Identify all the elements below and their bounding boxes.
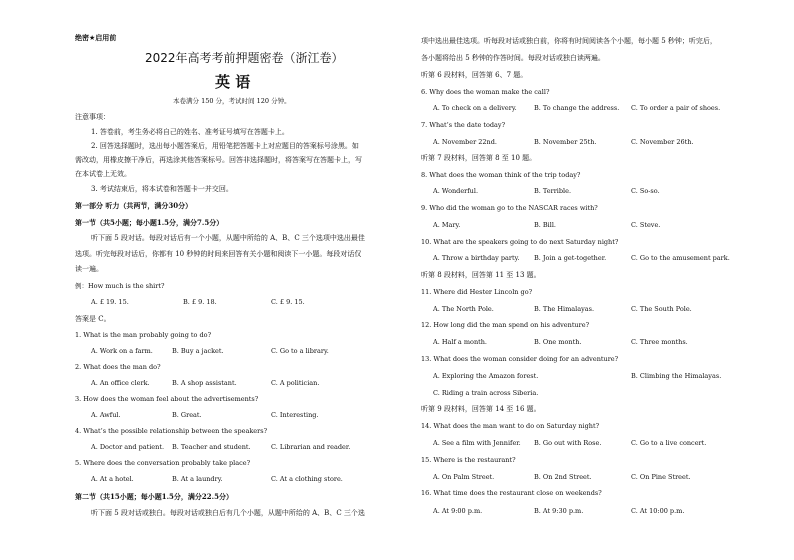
q14-option-b: B. Go out with Rose. xyxy=(534,439,602,447)
q2-option-c: C. A politician. xyxy=(271,379,320,387)
example-option-c: C. £ 9. 15. xyxy=(271,298,305,306)
notes-item-1: 1. 答卷前，考生务必将自己的姓名、准考证号填写在答题卡上。 xyxy=(91,128,289,136)
q5-option-b: B. At a laundry. xyxy=(172,475,223,483)
exam-title: 2022年高考考前押题密卷（浙江卷） xyxy=(145,51,344,65)
q4-option-a: A. Doctor and patient. xyxy=(91,443,165,451)
question-10: 10. What are the speakers going to do next Saturday night? xyxy=(421,238,619,246)
q13-option-c: C. Riding a train across Siberia. xyxy=(433,389,539,397)
q4-option-b: B. Teacher and student. xyxy=(172,443,251,451)
example-option-a: A. £ 19. 15. xyxy=(91,298,129,306)
q8-option-b: B. Terrible. xyxy=(534,187,572,195)
question-16: 16. What time does the restaurant close on weekends? xyxy=(421,489,602,497)
q14-option-a: A. See a film with Jennifer. xyxy=(433,439,521,447)
q5-option-a: A. At a hotel. xyxy=(91,475,134,483)
listen-material-6: 听第 6 段材料，回答第 6、7 题。 xyxy=(421,71,528,79)
question-11: 11. Where did Hester Lincoln go? xyxy=(421,288,533,296)
q6-option-c: C. To order a pair of shoes. xyxy=(631,104,721,112)
question-13: 13. What does the woman consider doing for an adventure? xyxy=(421,355,619,363)
question-15: 15. Where is the restaurant? xyxy=(421,456,516,464)
example-question: 例：How much is the shirt? xyxy=(75,282,165,290)
notes-heading: 注意事项： xyxy=(75,113,110,121)
section1-title: 第一节（共5小题；每小题1.5分，满分7.5分） xyxy=(75,218,224,227)
section2-instruction-cont: 项中选出最佳选项。听每段对话或独白前，你将有时间阅读各个小题，每小题 5 秒钟；听完后， xyxy=(421,37,717,45)
part1-title: 第一部分 听力（共两节，满分30分） xyxy=(75,201,193,210)
q6-option-a: A. To check on a delivery. xyxy=(433,104,517,112)
q11-option-c: C. The South Pole. xyxy=(631,305,692,313)
notes-item-2: 2. 回答选择题时，选出每小题答案后，用铅笔把答题卡上对应题目的答案标号涂黑。如 xyxy=(91,142,359,150)
listen-material-8: 听第 8 段材料，回答第 11 至 13 题。 xyxy=(421,271,541,279)
q1-option-c: C. Go to a library. xyxy=(271,347,329,355)
q13-option-a: A. Exploring the Amazon forest. xyxy=(433,372,539,380)
q2-option-b: B. A shop assistant. xyxy=(172,379,237,387)
q12-option-a: A. Half a month. xyxy=(433,338,487,346)
listen-material-7: 听第 7 段材料，回答第 8 至 10 题。 xyxy=(421,154,537,162)
q16-option-a: A. At 9:00 p.m. xyxy=(433,507,483,515)
question-2: 2. What does the man do? xyxy=(75,363,161,371)
q4-option-c: C. Librarian and reader. xyxy=(271,443,351,451)
q16-option-c: C. At 10:00 p.m. xyxy=(631,507,685,515)
q1-option-a: A. Work on a farm. xyxy=(91,347,153,355)
q14-option-c: C. Go to a live concert. xyxy=(631,439,707,447)
secret-label: 绝密★启用前 xyxy=(75,34,117,42)
q12-option-b: B. One month. xyxy=(534,338,582,346)
question-4: 4. What’s the possible relationship between the speakers? xyxy=(75,427,268,435)
question-8: 8. What does the woman think of the trip today? xyxy=(421,171,581,179)
example-option-b: B. £ 9. 18. xyxy=(183,298,217,306)
q11-option-a: A. The North Pole. xyxy=(433,305,494,313)
q1-option-b: B. Buy a jacket. xyxy=(172,347,224,355)
q15-option-a: A. On Palm Street. xyxy=(433,473,495,481)
question-12: 12. How long did the man spend on his adventure? xyxy=(421,321,590,329)
section1-instruction-cont: 选项。听完每段对话后，你都有 10 秒钟的时间来回答有关小题和阅读下一小题。每段对话仅 xyxy=(75,250,362,258)
q9-option-b: B. Bill. xyxy=(534,221,556,229)
q10-option-b: B. Join a get-together. xyxy=(534,254,607,262)
example-answer: 答案是 C。 xyxy=(75,315,111,323)
q3-option-c: C. Interesting. xyxy=(271,411,319,419)
question-5: 5. Where does the conversation probably take place? xyxy=(75,459,251,467)
question-14: 14. What does the man want to do on Saturday night? xyxy=(421,422,600,430)
notes-item-2-end: 在本试卷上无效。 xyxy=(75,170,131,178)
q16-option-b: B. At 9:30 p.m. xyxy=(534,507,584,515)
q13-option-b: B. Climbing the Himalayas. xyxy=(631,372,722,380)
section2-title: 第二节（共15小题；每小题1.5分，满分22.5分） xyxy=(75,492,233,501)
q11-option-b: B. The Himalayas. xyxy=(534,305,595,313)
q3-option-a: A. Awful. xyxy=(91,411,121,419)
q9-option-c: C. Steve. xyxy=(631,221,661,229)
q8-option-c: C. So-so. xyxy=(631,187,660,195)
q10-option-a: A. Throw a birthday party. xyxy=(433,254,520,262)
q12-option-c: C. Three months. xyxy=(631,338,688,346)
listen-material-9: 听第 9 段材料，回答第 14 至 16 题。 xyxy=(421,405,541,413)
notes-item-3: 3. 考试结束后，将本试卷和答题卡一并交回。 xyxy=(91,185,233,193)
q10-option-c: C. Go to the amusement park. xyxy=(631,254,730,262)
q5-option-c: C. At a clothing store. xyxy=(271,475,343,483)
q6-option-b: B. To change the address. xyxy=(534,104,620,112)
question-3: 3. How does the woman feel about the advertisements? xyxy=(75,395,259,403)
question-6: 6. Why does the woman make the call? xyxy=(421,88,550,96)
q15-option-c: C. On Pine Street. xyxy=(631,473,691,481)
question-9: 9. Who did the woman go to the NASCAR races with? xyxy=(421,204,598,212)
q15-option-b: B. On 2nd Street. xyxy=(534,473,592,481)
q7-option-a: A. November 22nd. xyxy=(433,138,497,146)
section2-instruction-end: 各小题将给出 5 秒钟的作答时间。每段对话或独白读两遍。 xyxy=(421,54,605,62)
question-1: 1. What is the man probably going to do? xyxy=(75,331,212,339)
section2-instruction: 听下面 5 段对话或独白。每段对话或独白后有几个小题，从题中所给的 A、B、C 三个选 xyxy=(91,509,365,517)
q7-option-b: B. November 25th. xyxy=(534,138,597,146)
subject-title: 英 语 xyxy=(215,73,251,91)
section1-instruction: 听下面 5 段对话。每段对话后有一个小题，从题中所给的 A、B、C 三个选项中选出最佳 xyxy=(91,234,365,242)
notes-item-2-cont: 需改动，用橡皮擦干净后，再选涂其他答案标号。回答非选择题时，将答案写在答题卡上，写 xyxy=(75,156,362,164)
q8-option-a: A. Wonderful. xyxy=(433,187,479,195)
q7-option-c: C. November 26th. xyxy=(631,138,694,146)
q2-option-a: A. An office clerk. xyxy=(91,379,150,387)
section1-instruction-end: 读一遍。 xyxy=(75,265,103,273)
exam-info: 本卷满分 150 分，考试时间 120 分钟。 xyxy=(173,97,291,105)
q3-option-b: B. Great. xyxy=(172,411,202,419)
q9-option-a: A. Mary. xyxy=(433,221,461,229)
question-7: 7. What’s the date today? xyxy=(421,121,506,129)
